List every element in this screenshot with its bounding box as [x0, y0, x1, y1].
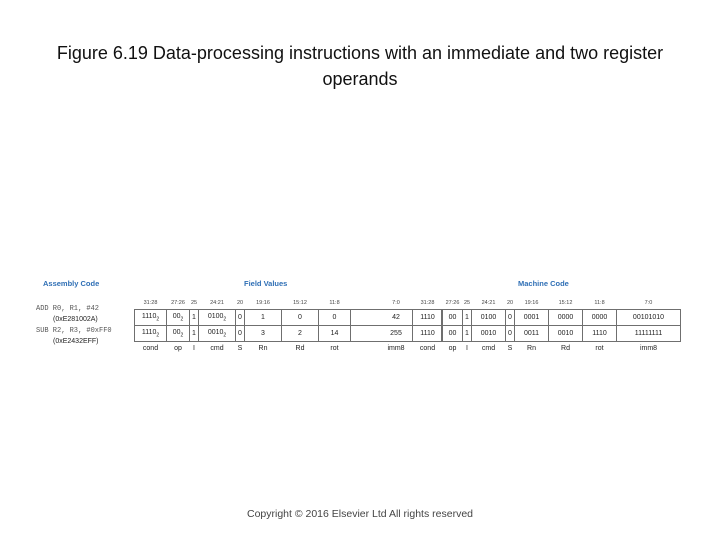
machine-name-label: S	[507, 345, 513, 352]
machine-bit-label: 24:21	[481, 300, 496, 306]
machine-cell: 00101010	[617, 310, 681, 326]
figure-title: Figure 6.19 Data-processing instructions with an immediate and two register operands	[56, 43, 664, 89]
machine-cell: 11111111	[617, 326, 681, 342]
field-bit-label: 7:0	[392, 300, 400, 306]
machine-cell: 0011	[515, 326, 549, 342]
machine-row-add	[413, 310, 681, 326]
field-cell: 0	[236, 310, 245, 326]
assembly-hex-sub: (0xE2432EFF)	[53, 338, 99, 345]
field-cell: 255	[351, 326, 442, 342]
field-cell: 42	[351, 310, 442, 326]
field-cell: $0100_2$	[199, 310, 236, 326]
machine-name-label: Rd	[561, 345, 570, 352]
field-cell: $00_2$	[167, 326, 190, 342]
machine-code-header: Machine Code	[518, 279, 569, 288]
machine-name-label: rot	[595, 345, 604, 352]
field-name-label: Rd	[295, 345, 305, 352]
machine-cell: 1	[463, 326, 472, 342]
machine-bit-label: 27:26	[445, 300, 460, 306]
field-cell: $0010_2$	[199, 326, 236, 342]
field-cell: 0	[282, 310, 319, 326]
machine-name-label: I	[466, 345, 468, 352]
field-cell: 14	[319, 326, 351, 342]
machine-cell: 1110	[413, 326, 443, 342]
field-cell: 3	[245, 326, 282, 342]
machine-cell: 00	[443, 310, 463, 326]
machine-cell: 0000	[583, 310, 617, 326]
assembly-line-add: ADD R0, R1, #42	[36, 305, 100, 313]
machine-cell: 0	[506, 310, 515, 326]
machine-cell: 0010	[472, 326, 506, 342]
field-name-label: cmd	[210, 345, 224, 352]
field-bit-label: 24:21	[210, 300, 224, 306]
field-cell: $00_2$	[167, 310, 190, 326]
machine-name-label: Rn	[527, 345, 536, 352]
field-name-label: op	[174, 345, 182, 352]
field-name-label: imm8	[387, 345, 405, 352]
machine-bit-label: 11:8	[594, 300, 605, 306]
machine-name-label: imm8	[639, 345, 658, 352]
machine-bit-label: 19:16	[524, 300, 539, 306]
field-values-table	[134, 297, 442, 355]
field-cell: 2	[282, 326, 319, 342]
field-cell: 0	[319, 310, 351, 326]
machine-cell: 0010	[549, 326, 583, 342]
machine-name-label: op	[448, 345, 457, 352]
machine-cell: 1110	[583, 326, 617, 342]
field-row-add	[135, 310, 442, 326]
assembly-hex-add: (0xE281002A)	[53, 316, 98, 323]
machine-code-table	[412, 297, 681, 355]
field-cell: 1	[190, 326, 199, 342]
field-bit-label: 27:26	[171, 300, 185, 306]
field-cell: 1	[245, 310, 282, 326]
copyright-footer: Copyright © 2016 Elsevier Ltd All rights reserved	[246, 508, 473, 520]
assembly-line-sub: SUB R2, R3, #0xFF0	[36, 327, 112, 335]
field-bit-label: 20	[236, 300, 244, 306]
machine-bit-label: 20	[506, 300, 514, 306]
field-bit-label: 31:28	[143, 300, 158, 306]
machine-cell: 1	[463, 310, 472, 326]
machine-cell: 0100	[472, 310, 506, 326]
assembly-code-header: Assembly Code	[43, 279, 100, 288]
machine-cell: 0001	[515, 310, 549, 326]
machine-row-sub	[413, 326, 681, 342]
field-name-label: I	[193, 345, 195, 352]
machine-name-label: cond	[419, 345, 436, 352]
machine-bit-label: 7:0	[644, 300, 653, 306]
machine-name-label: cmd	[481, 345, 496, 352]
field-name-label: S	[237, 345, 243, 352]
machine-cell: 0	[506, 326, 515, 342]
field-cell: 1	[190, 310, 199, 326]
machine-bit-label: 25	[463, 300, 471, 306]
field-name-label: Rn	[258, 345, 268, 352]
field-row-sub	[135, 326, 442, 342]
field-bit-label: 11:8	[329, 300, 340, 306]
field-cell: 0	[236, 326, 245, 342]
machine-cell: 1110	[413, 310, 443, 326]
field-bit-label: 19:16	[256, 300, 270, 306]
field-cell: $1110_2$	[135, 310, 167, 326]
machine-bit-label: 31:28	[420, 300, 435, 306]
machine-cell: 0000	[549, 310, 583, 326]
field-name-label: rot	[330, 345, 339, 352]
machine-bit-label: 15:12	[558, 300, 573, 306]
field-bit-label: 15:12	[293, 300, 307, 306]
field-cell: $1110_2$	[135, 326, 167, 342]
machine-cell: 00	[443, 326, 463, 342]
field-name-label: cond	[142, 345, 159, 352]
field-values-header: Field Values	[244, 279, 288, 288]
field-bit-label: 25	[190, 300, 198, 306]
